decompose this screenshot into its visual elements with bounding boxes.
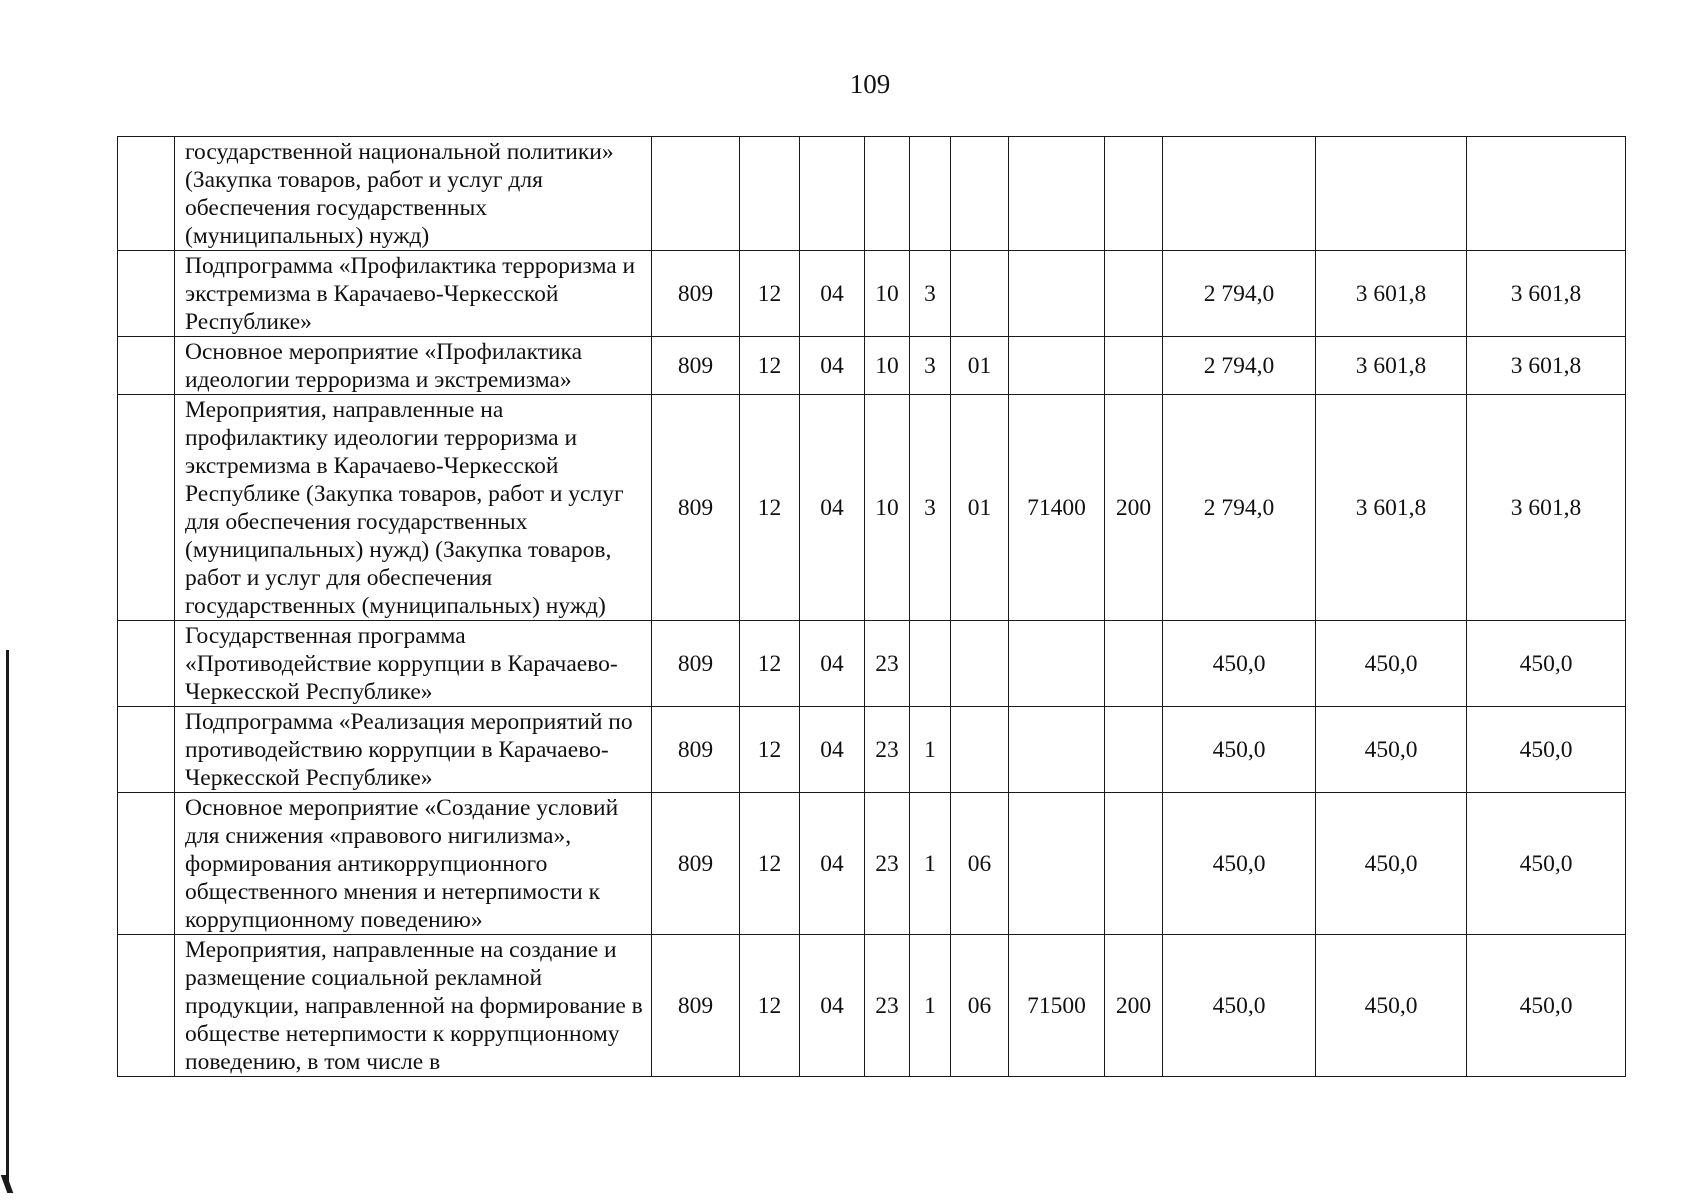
section-cell: 12 <box>740 621 800 707</box>
main-event-cell: 06 <box>951 793 1009 935</box>
row-description: государственной национальной политики» (Закупка товаров, работ и услуг для обеспечения государственных (муниципальных) нужд) <box>175 137 652 251</box>
expense-type-cell <box>1105 621 1163 707</box>
amount-year-1-cell: 450,0 <box>1163 621 1316 707</box>
subsection-cell <box>800 137 865 251</box>
table-row <box>118 137 1626 251</box>
amount-year-2-cell: 450,0 <box>1316 935 1467 1077</box>
amount-year-1-cell: 2 794,0 <box>1163 337 1316 395</box>
amount-year-3-cell: 450,0 <box>1467 621 1626 707</box>
subprogram-cell: 1 <box>910 793 951 935</box>
subprogram-cell: 3 <box>910 337 951 395</box>
subprogram-cell: 3 <box>910 251 951 337</box>
row-description: Основное мероприятие «Профилактика идеологии терроризма и экстремизма» <box>175 337 652 395</box>
gov-code-cell: 809 <box>652 935 740 1077</box>
program-cell: 10 <box>865 251 910 337</box>
subsection-cell: 04 <box>800 707 865 793</box>
section-cell: 12 <box>740 793 800 935</box>
program-cell: 23 <box>865 707 910 793</box>
program-cell: 23 <box>865 935 910 1077</box>
gov-code-cell: 809 <box>652 793 740 935</box>
subprogram-cell: 1 <box>910 707 951 793</box>
gov-code-cell: 809 <box>652 251 740 337</box>
program-cell <box>865 137 910 251</box>
gov-code-cell: 809 <box>652 395 740 621</box>
program-cell: 10 <box>865 337 910 395</box>
amount-year-1-cell: 2 794,0 <box>1163 251 1316 337</box>
amount-year-3-cell: 450,0 <box>1467 935 1626 1077</box>
gov-code-cell: 809 <box>652 621 740 707</box>
expense-type-cell: 200 <box>1105 935 1163 1077</box>
section-cell: 12 <box>740 251 800 337</box>
table-row <box>118 337 1626 395</box>
table-row <box>118 707 1626 793</box>
row-description: Основное мероприятие «Создание условий для снижения «правового нигилизма», формирования антикоррупционного общественного мнения и нетерпимости к коррупционному поведению» <box>175 793 652 935</box>
amount-year-2-cell: 450,0 <box>1316 621 1467 707</box>
gov-code-cell: 809 <box>652 337 740 395</box>
table-row <box>118 251 1626 337</box>
amount-year-3-cell: 3 601,8 <box>1467 337 1626 395</box>
table-row <box>118 793 1626 935</box>
subsection-cell: 04 <box>800 337 865 395</box>
gov-code-cell <box>652 137 740 251</box>
amount-year-1-cell: 2 794,0 <box>1163 395 1316 621</box>
row-description: Подпрограмма «Профилактика терроризма и экстремизма в Карачаево-Черкесской Республике» <box>175 251 652 337</box>
main-event-cell: 06 <box>951 935 1009 1077</box>
main-event-cell <box>951 621 1009 707</box>
section-cell: 12 <box>740 707 800 793</box>
amount-year-1-cell: 450,0 <box>1163 935 1316 1077</box>
scan-margin-mark <box>6 650 9 1190</box>
direction-cell <box>1009 707 1105 793</box>
row-description: Подпрограмма «Реализация мероприятий по противодействию коррупции в Карачаево-Черкесской Республике» <box>175 707 652 793</box>
amount-year-1-cell: 450,0 <box>1163 793 1316 935</box>
section-cell: 12 <box>740 935 800 1077</box>
row-number-cell <box>118 707 175 793</box>
section-cell: 12 <box>740 337 800 395</box>
table-row <box>118 395 1626 621</box>
row-number-cell <box>118 395 175 621</box>
table-body <box>118 137 1626 1077</box>
table-row <box>118 621 1626 707</box>
row-description: Государственная программа «Противодействие коррупции в Карачаево-Черкесской Республике» <box>175 621 652 707</box>
expense-type-cell <box>1105 337 1163 395</box>
section-cell: 12 <box>740 395 800 621</box>
direction-cell <box>1009 251 1105 337</box>
amount-year-2-cell: 3 601,8 <box>1316 395 1467 621</box>
row-description: Мероприятия, направленные на создание и размещение социальной рекламной продукции, направленной на формирование в обществе нетерпимости к коррупционному поведению, в том числе в <box>175 935 652 1077</box>
amount-year-3-cell: 450,0 <box>1467 707 1626 793</box>
expense-type-cell: 200 <box>1105 395 1163 621</box>
scan-margin-mark-tail <box>1 1175 14 1193</box>
amount-year-3-cell: 450,0 <box>1467 793 1626 935</box>
page-number: 109 <box>849 69 891 99</box>
main-event-cell <box>951 137 1009 251</box>
row-number-cell <box>118 935 175 1077</box>
row-number-cell <box>118 137 175 251</box>
amount-year-3-cell: 3 601,8 <box>1467 251 1626 337</box>
expense-type-cell <box>1105 707 1163 793</box>
gov-code-cell: 809 <box>652 707 740 793</box>
subprogram-cell: 1 <box>910 935 951 1077</box>
subprogram-cell <box>910 621 951 707</box>
program-cell: 10 <box>865 395 910 621</box>
direction-cell <box>1009 137 1105 251</box>
expense-type-cell <box>1105 137 1163 251</box>
subsection-cell: 04 <box>800 793 865 935</box>
main-event-cell: 01 <box>951 337 1009 395</box>
table-row <box>118 935 1626 1077</box>
row-description: Мероприятия, направленные на профилактику идеологии терроризма и экстремизма в Карачаево-Черкесской Республике (Закупка товаров, работ и услуг для обеспечения государственных (муниципальных) нужд) (Закупка товаров, работ и услуг для обеспечения государственных (муниципальных) нужд) <box>175 395 652 621</box>
amount-year-1-cell: 450,0 <box>1163 707 1316 793</box>
subsection-cell: 04 <box>800 621 865 707</box>
row-number-cell <box>118 621 175 707</box>
direction-cell <box>1009 621 1105 707</box>
amount-year-3-cell: 3 601,8 <box>1467 395 1626 621</box>
amount-year-2-cell <box>1316 137 1467 251</box>
amount-year-2-cell: 450,0 <box>1316 707 1467 793</box>
amount-year-3-cell <box>1467 137 1626 251</box>
expense-type-cell <box>1105 251 1163 337</box>
main-event-cell <box>951 251 1009 337</box>
subprogram-cell <box>910 137 951 251</box>
budget-table <box>117 136 1626 1077</box>
subsection-cell: 04 <box>800 935 865 1077</box>
program-cell: 23 <box>865 621 910 707</box>
subprogram-cell: 3 <box>910 395 951 621</box>
subsection-cell: 04 <box>800 251 865 337</box>
amount-year-2-cell: 450,0 <box>1316 793 1467 935</box>
direction-cell: 71500 <box>1009 935 1105 1077</box>
row-number-cell <box>118 337 175 395</box>
expense-type-cell <box>1105 793 1163 935</box>
direction-cell <box>1009 793 1105 935</box>
main-event-cell: 01 <box>951 395 1009 621</box>
amount-year-2-cell: 3 601,8 <box>1316 251 1467 337</box>
direction-cell: 71400 <box>1009 395 1105 621</box>
amount-year-1-cell <box>1163 137 1316 251</box>
row-number-cell <box>118 251 175 337</box>
section-cell <box>740 137 800 251</box>
direction-cell <box>1009 337 1105 395</box>
row-number-cell <box>118 793 175 935</box>
main-event-cell <box>951 707 1009 793</box>
amount-year-2-cell: 3 601,8 <box>1316 337 1467 395</box>
subsection-cell: 04 <box>800 395 865 621</box>
program-cell: 23 <box>865 793 910 935</box>
